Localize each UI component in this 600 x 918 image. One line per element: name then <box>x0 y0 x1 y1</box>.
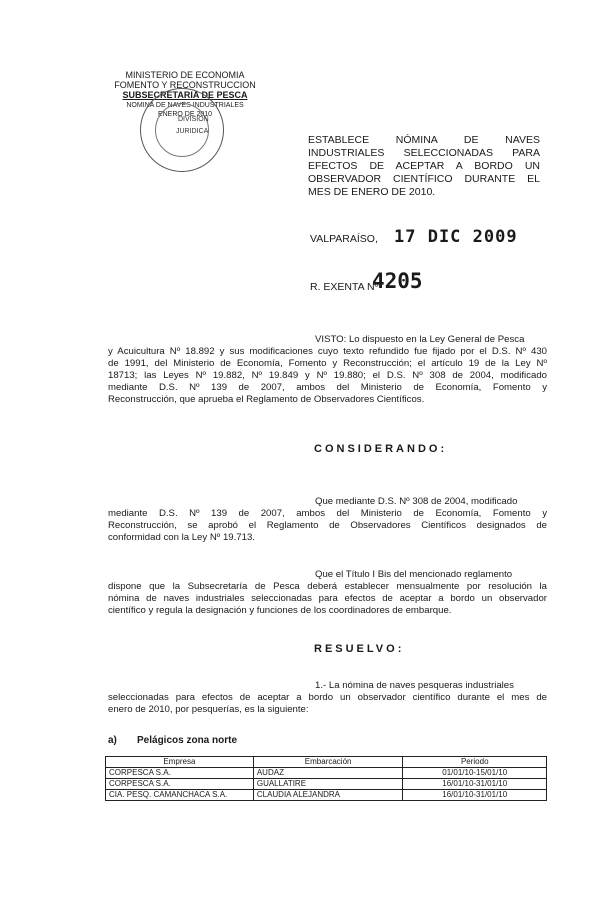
considerando-1-line-4: conformidad con la Ley Nº 19.713. <box>108 532 255 543</box>
resuelvo-1-line-1: 1.- La nómina de naves pesqueras industriales <box>315 680 514 691</box>
exenta-number: 4205 <box>372 269 423 293</box>
section-a-label: a) <box>108 735 117 746</box>
cell-embarcacion: CLAUDIA ALEJANDRA <box>253 790 403 801</box>
cell-empresa: CORPESCA S.A. <box>106 779 254 790</box>
table-row <box>106 790 547 801</box>
considerando-2-line-2: dispone que la Subsecretaría de Pesca deberá establecer mensualmente por resolución la <box>108 581 547 592</box>
ministry-line-1: MINISTERIO DE ECONOMIA <box>125 70 245 80</box>
place-label: VALPARAÍSO, <box>310 233 378 245</box>
table-header-row <box>106 757 547 768</box>
considerando-2-line-1: Que el Título I Bis del mencionado reglamento <box>315 569 513 580</box>
cell-periodo: 16/01/10-31/01/10 <box>403 779 547 790</box>
title-line-5: MES DE ENERO DE 2010. <box>308 186 436 198</box>
resuelvo-1-line-2: seleccionadas para efectos de aceptar a bordo un observador científico durante el mes de <box>108 692 547 703</box>
reference-line-2: ENERO DE 2010 <box>157 111 213 118</box>
visto-line-2: y Acuicultura Nº 18.892 y sus modificaciones cuyo texto refundido fue fijado por el D.S. Nº 430 <box>108 346 547 357</box>
cell-embarcacion: AUDAZ <box>253 768 403 779</box>
title-line-2: INDUSTRIALES SELECCIONADAS PARA <box>308 147 540 159</box>
considerando-1-line-1: Que mediante D.S. Nº 308 de 2004, modificado <box>315 496 518 507</box>
considerando-1-line-2: mediante D.S. Nº 139 de 2007, ambos del Ministerio de Economía, Fomento y <box>108 508 547 519</box>
column-header-periodo: Periodo <box>403 757 547 768</box>
column-header-embarcacion: Embarcación <box>253 757 403 768</box>
section-a-title: Pelágicos zona norte <box>137 735 238 746</box>
cell-empresa: CORPESCA S.A. <box>106 768 254 779</box>
considerando-1-line-3: Reconstrucción, se aprobó el Reglamento de Observadores Científicos designados de <box>108 520 547 531</box>
title-line-3: EFECTOS DE ACEPTAR A BORDO UN <box>308 160 540 172</box>
considerando-heading: CONSIDERANDO: <box>314 443 448 455</box>
stamp-text-line-1: DIVISION <box>178 116 209 123</box>
ministry-line-2: FOMENTO Y RECONSTRUCCION <box>114 80 256 90</box>
subsecretaria-line: SUBSECRETARIA DE PESCA <box>122 90 248 100</box>
visto-line-4: 18713; las Leyes Nº 19.882, Nº 19.849 y Nº 19.880; el D.S. Nº 308 de 2004, modificado <box>108 370 547 381</box>
resuelvo-heading: RESUELVO: <box>314 643 405 655</box>
reference-line-1: NOMINA DE NAVES INDUSTRIALES <box>126 102 244 109</box>
cell-embarcacion: GUALLATIRE <box>253 779 403 790</box>
cell-periodo: 01/01/10-15/01/10 <box>403 768 547 779</box>
cell-periodo: 16/01/10-31/01/10 <box>403 790 547 801</box>
table-row <box>106 779 547 790</box>
considerando-2-line-3: nómina de naves industriales seleccionadas para efectos de aceptar a bordo un observador <box>108 593 547 604</box>
exenta-label: R. EXENTA Nº <box>310 281 379 293</box>
visto-line-1: VISTO: Lo dispuesto en la Ley General de Pesca <box>315 334 525 345</box>
resolution-title <box>308 134 540 199</box>
visto-line-6: Reconstrucción, que aprueba el Reglamento de Observadores Científicos. <box>108 394 425 405</box>
visto-line-5: mediante D.S. Nº 139 de 2007, ambos del Ministerio de Economía, Fomento y <box>108 382 547 393</box>
resuelvo-1-line-3: enero de 2010, por pesquerías, es la siguiente: <box>108 704 309 715</box>
title-line-1: ESTABLECE NÓMINA DE NAVES <box>308 134 540 146</box>
vessel-table <box>105 756 547 801</box>
title-line-4: OBSERVADOR CIENTÍFICO DURANTE EL <box>308 173 540 185</box>
visto-line-3: de 1991, del Ministerio de Economía, Fomento y Reconstrucción; el artículo 19 de la Ley Nº <box>108 358 547 369</box>
stamp-text-line-2: JURIDICA <box>176 128 209 135</box>
cell-empresa: CIA. PESQ. CAMANCHACA S.A. <box>106 790 254 801</box>
considerando-2-line-4: científico y regula la designación y funciones de los coordinadores de embarque. <box>108 605 452 616</box>
column-header-empresa: Empresa <box>106 757 254 768</box>
resolution-date: 17 DIC 2009 <box>394 227 518 247</box>
table-row <box>106 768 547 779</box>
